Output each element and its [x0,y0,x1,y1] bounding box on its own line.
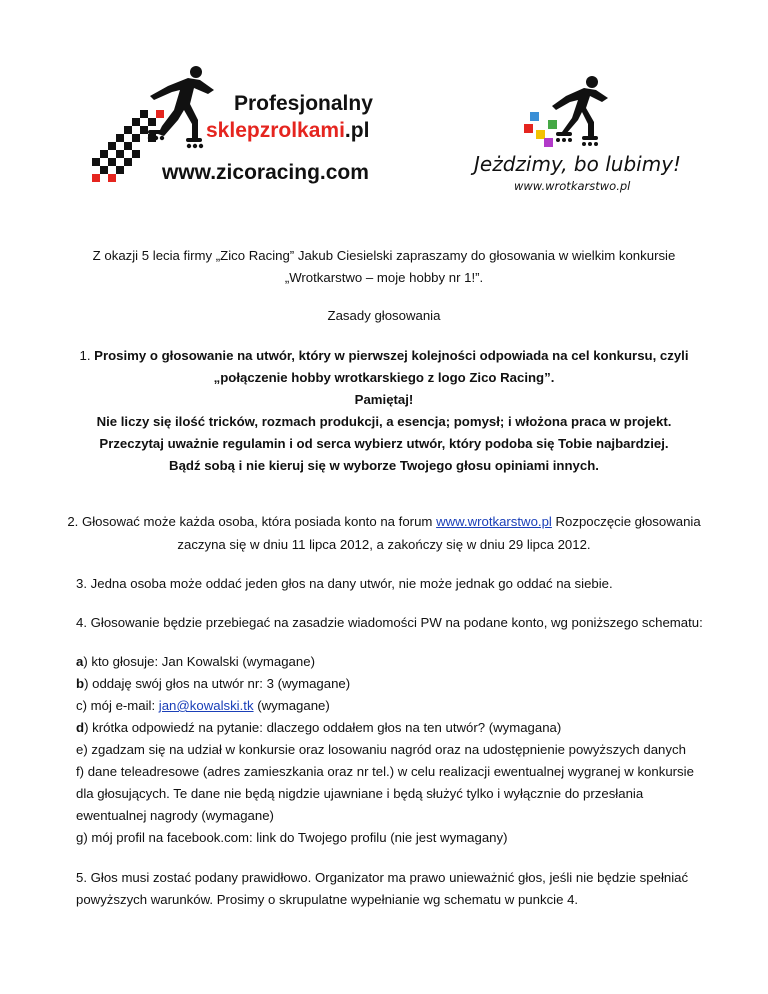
rule5-line1: 5. Głos musi zostać podany prawidłowo. Organizator ma prawo unieważnić głos, jeśli nie będzie spełniać [76,870,689,885]
rule4-f-line1: f) dane teleadresowe (adres zamieszkania oraz nr tel.) w celu realizacji ewentualnej wygranej w konkursie [76,764,694,779]
forum-link[interactable]: www.wrotkarstwo.pl [436,514,552,529]
email-link[interactable]: jan@kowalski.tk [158,698,254,713]
rule4-f-line3: ewentualnej nagrody (wymagane) [76,808,274,823]
rule4-f-line2: dla głosujących. Te dane nie będą nigdzie ujawniane i będą służyć tylko i wyłącznie do przesłania [76,786,644,801]
rule4-d-text: ) krótka odpowiedź na pytanie: dlaczego oddałem głos na ten utwór? (wymagana) [84,720,562,735]
rule4-c-pre: c) mój e-mail: [76,698,159,713]
rule4-c [76,698,330,714]
skater-squares-icon [470,72,685,152]
rule4-b-text: ) oddaję swój głos na utwór nr: 3 (wymagane) [84,676,351,691]
zicoracing-logo [88,66,378,191]
intro-line1: Z okazji 5 lecia firmy „Zico Racing” Jakub Ciesielski zapraszamy do głosowania w wielkim konkursie [92,248,676,263]
rule4-a-letter: a [76,654,84,669]
logo-left-line2-red: sklepz [206,119,271,142]
rule1-line1 [0,348,768,364]
rule1-line5: Przeczytaj uważnie regulamin i od serca wybierz utwór, który podoba się Tobie najbardziej. [99,436,669,451]
rule4-d [76,720,561,736]
rule1-text: Prosimy o głosowanie na utwór, który w pierwszej kolejności odpowiada na cel konkursu, czyli [94,348,689,363]
rule2-line1 [0,514,768,530]
rule4-d-letter: d [76,720,85,735]
logo-left-line2-end: .pl [344,119,370,142]
rule1-line2: „połączenie hobby wrotkarskiego z logo Zico Racing”. [213,370,555,385]
logo-left-line2-black: rolkami [270,119,345,142]
logo-left-line2 [206,119,369,143]
rule4-b-letter: b [76,676,85,691]
wrotkarstwo-logo [470,72,685,202]
rule4-a-text: ) kto głosuje: Jan Kowalski (wymagane) [83,654,315,669]
rule2-pre: 2. Głosować może każda osoba, która posiada konto na forum [67,514,437,529]
intro-line2: „Wrotkarstwo – moje hobby nr 1!”. [284,270,484,285]
rule4-b [76,676,350,692]
logo-left-line1: Profesjonalny [234,92,373,115]
rule1-line3: Pamiętaj! [354,392,414,407]
rule4-g: g) mój profil na facebook.com: link do Twojego profilu (nie jest wymagany) [76,830,508,845]
rule2-line2: zaczyna się w dniu 11 lipca 2012, a zakończy się w dniu 29 lipca 2012. [177,537,591,552]
rule3: 3. Jedna osoba może oddać jeden głos na dany utwór, nie może jednak go oddać na siebie. [76,576,613,591]
rule2-post: Rozpoczęcie głosowania [551,514,701,529]
logo-left-line3: www.zicoracing.com [162,161,369,184]
rule4-e: e) zgadzam się na udział w konkursie oraz losowaniu nagród oraz na udostępnienie powyższych danych [76,742,686,757]
rule4-text: 4. Głosowanie będzie przebiegać na zasadzie wiadomości PW na podane konto, wg poniższego schematu: [76,615,703,630]
logo-right-url: www.wrotkarstwo.pl [514,179,631,193]
logo-right-slogan: Jeżdzimy, bo lubimy! [474,152,682,176]
rules-heading: Zasady głosowania [327,308,441,323]
rule4-a [76,654,315,670]
rule1-line6: Bądź sobą i nie kieruj się w wyborze Twojego głosu opiniami innych. [169,458,599,473]
rule1-number: 1. [79,348,95,363]
rule1-line4: Nie liczy się ilość tricków, rozmach produkcji, a esencja; pomysł; i włożona praca w projekt. [96,414,672,429]
rule5-line2: powyższych warunków. Prosimy o skrupulatne wypełnianie wg schematu w punkcie 4. [76,892,579,907]
rule4-c-post: (wymagane) [253,698,330,713]
